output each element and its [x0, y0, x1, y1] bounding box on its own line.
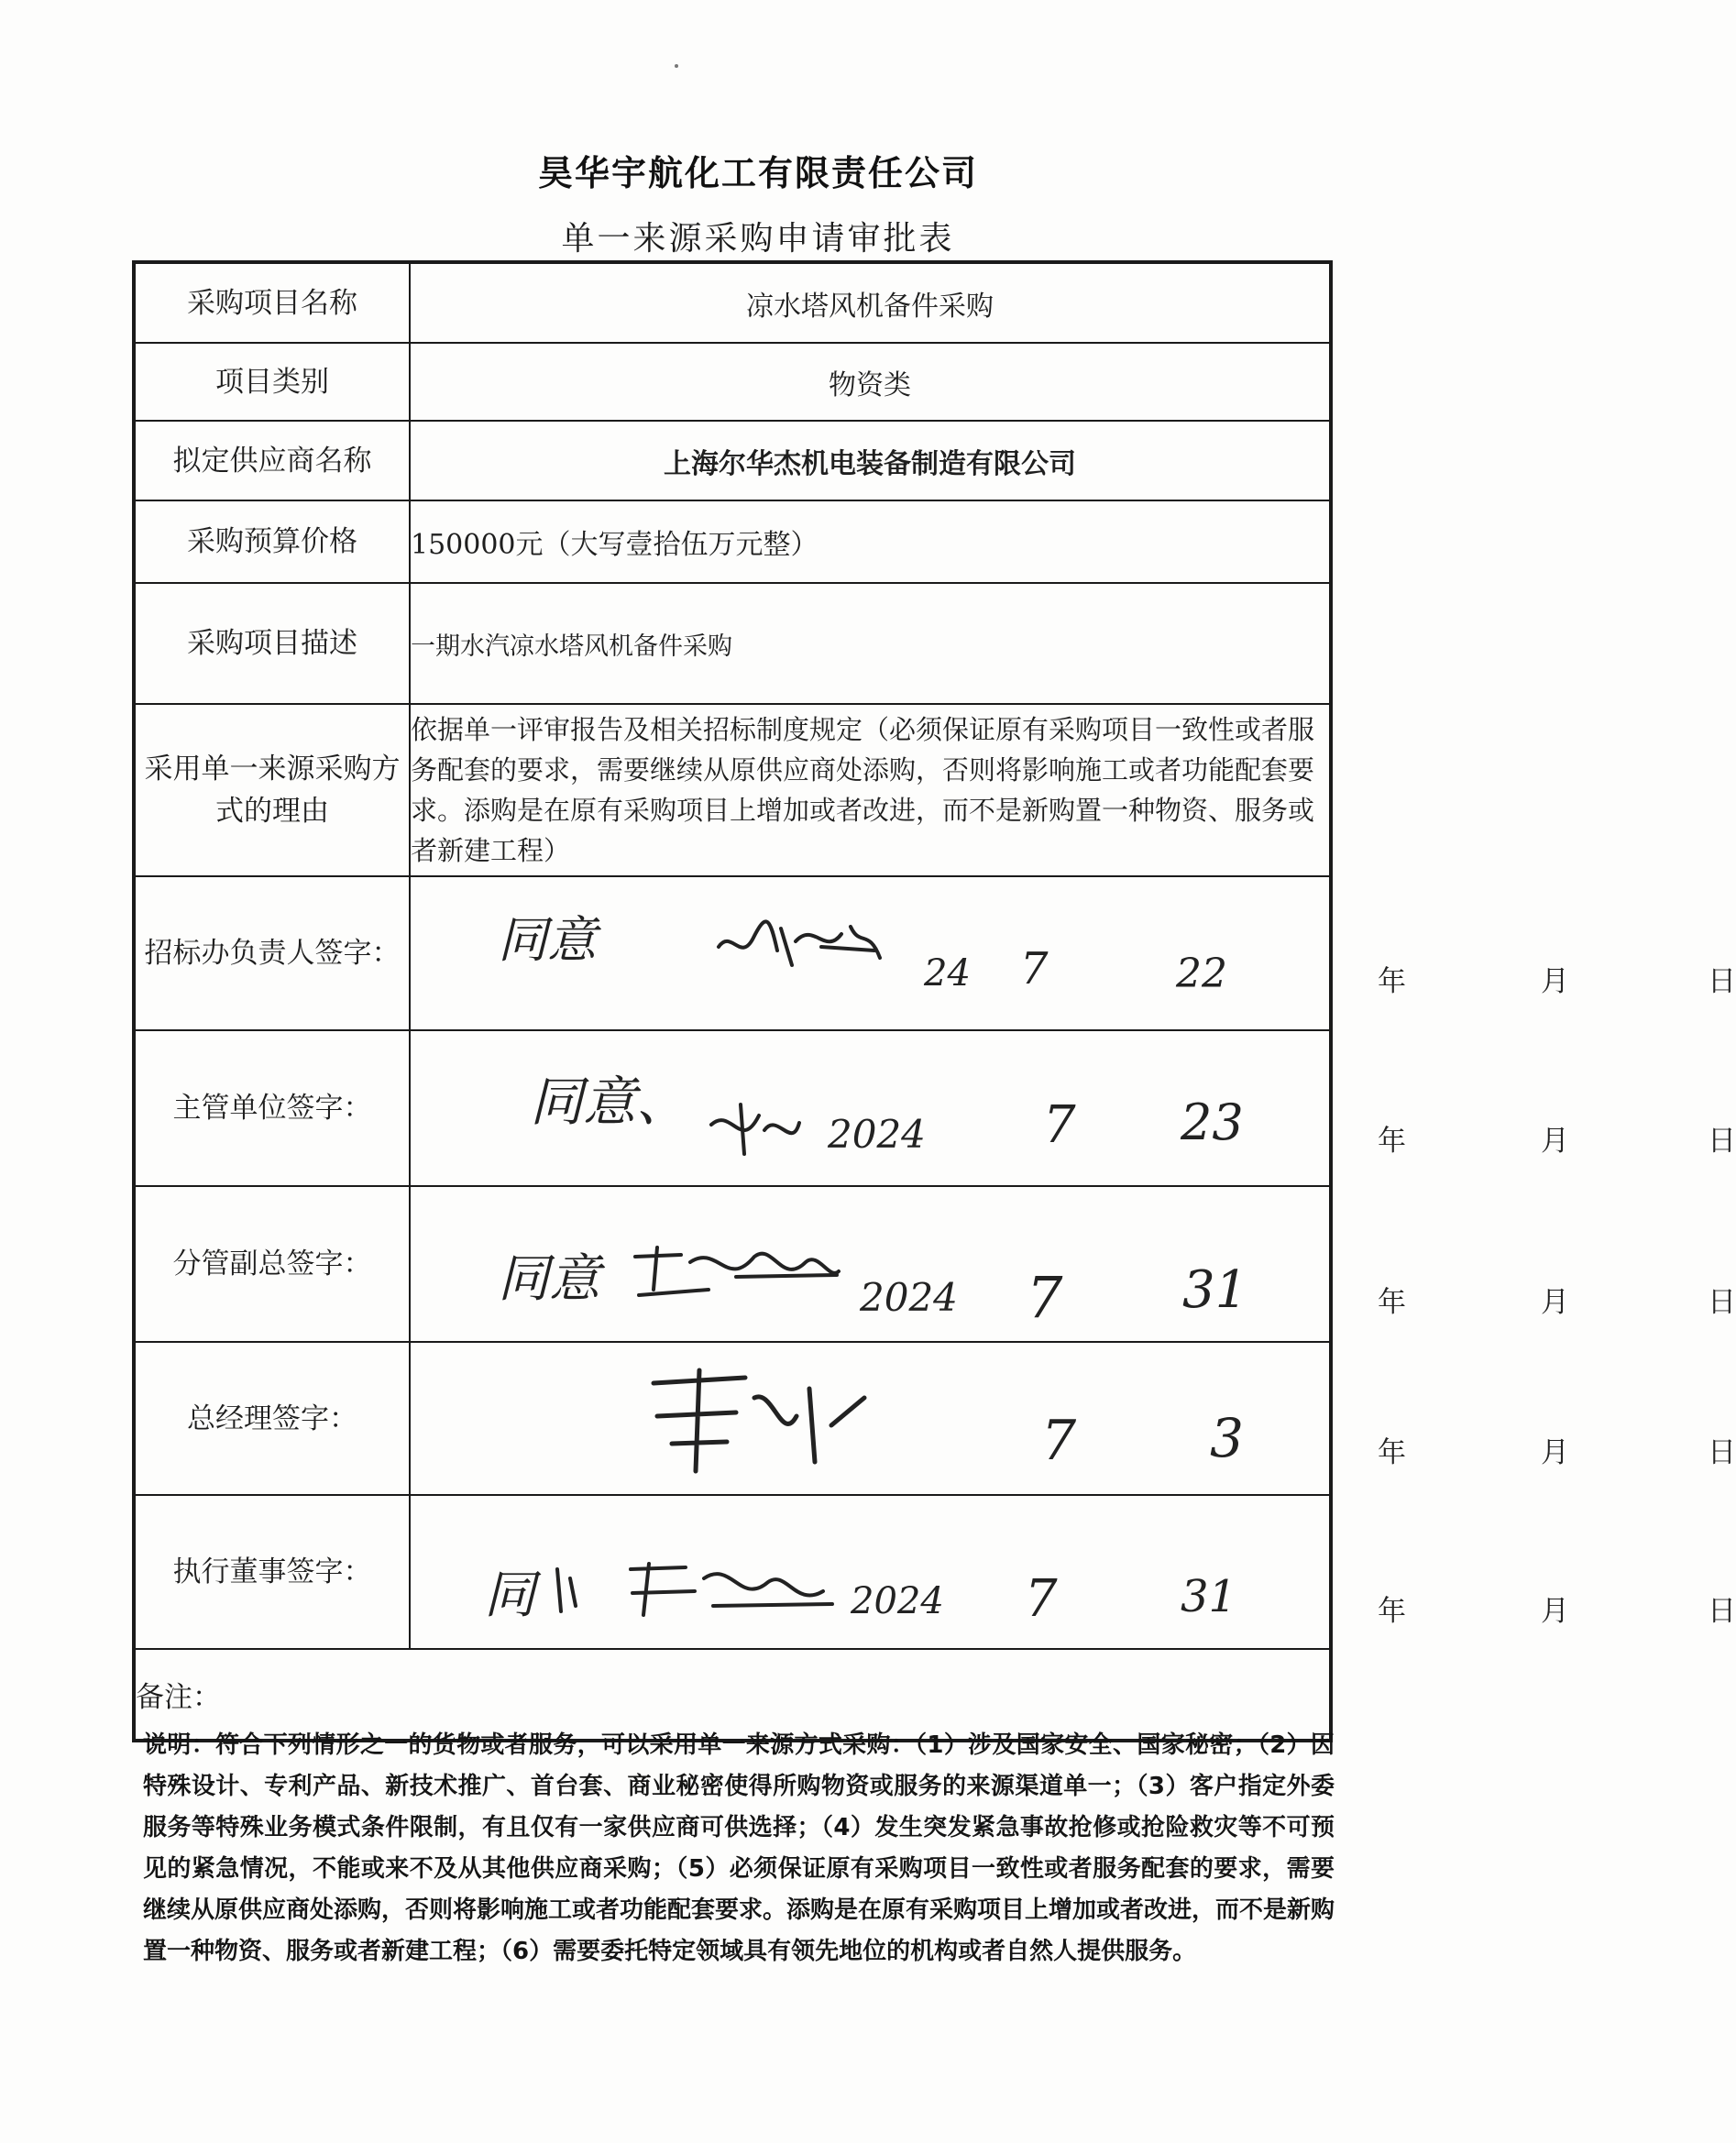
handwritten-year: 2024: [851, 1580, 944, 1622]
day-label: 日: [1708, 1286, 1736, 1319]
handwritten-opinion: 同意、: [530, 1071, 690, 1133]
signature-label: 总经理签字：: [134, 1342, 410, 1495]
row-category: [134, 343, 1331, 421]
handwritten-opinion: 同: [484, 1566, 535, 1625]
year-label: 年: [1378, 1125, 1406, 1158]
description-value: 一期水汽凉水塔风机备件采购: [410, 583, 1331, 704]
description-label: 采购项目描述: [134, 583, 410, 704]
signature-area: [410, 1030, 1736, 1186]
handwritten-day: 31: [1181, 1571, 1237, 1622]
reason-value: 依据单一评审报告及相关招标制度规定（必须保证原有采购项目一致性或者服务配套的要求，需要继续从原供应商处添购，否则将影响施工或者功能配套要求。添购是在原有采购项目上增加或者改进，而不是新购置一种物资、服务或者新建工程）: [410, 704, 1331, 876]
row-signature-gm: [134, 1342, 1331, 1495]
row-budget: [134, 500, 1331, 583]
handwritten-signature: [548, 1551, 851, 1634]
reason-label: 采用单一来源采购方式的理由: [134, 704, 410, 876]
budget-label: 采购预算价格: [134, 500, 410, 583]
row-reason: [134, 704, 1331, 876]
year-label: 年: [1378, 1436, 1406, 1469]
handwritten-year: 24: [924, 952, 971, 995]
handwritten-signature: [704, 1097, 805, 1171]
explanation-notes: 说明：符合下列情形之一的货物或者服务，可以采用单一来源方式采购：（1）涉及国家安全、国家秘密；（2）因特殊设计、专利产品、新技术推广、首台套、商业秘密使得所购物资或服务的来源渠道单一；（3）客户指定外委服务等特殊业务模式条件限制，有且仅有一家供应商可供选择；（4）发生突发紧急事故抢修或抢险救灾等不可预见的紧急情况，不能或来不及从其他供应商采购；（5）必须保证原有采购项目一致性或者服务配套的要求，需要继续从原供应商处添购，否则将影响施工或者功能配套要求。添购是在原有采购项目上增加或者改进，而不是新购置一种物资、服务或者新建工程；（6）需要委托特定领域具有领先地位的机构或者自然人提供服务。: [143, 1731, 1335, 1965]
handwritten-signature: [635, 1361, 873, 1490]
project-name-label: 采购项目名称: [134, 262, 410, 343]
row-signature-supervisor: [134, 1030, 1331, 1186]
remarks-label: 备注：: [136, 1681, 221, 1714]
day-label: 日: [1708, 1595, 1736, 1628]
project-name-value: 凉水塔风机备件采购: [410, 262, 1331, 343]
row-project-name: [134, 262, 1331, 343]
company-name: 昊华宇航化工有限责任公司: [537, 153, 978, 193]
handwritten-year: 2024: [860, 1275, 958, 1320]
signature-area: [410, 1495, 1736, 1649]
month-label: 月: [1541, 1595, 1569, 1628]
supplier-value: 上海尔华杰机电装备制造有限公司: [410, 421, 1331, 500]
month-label: 月: [1541, 1286, 1569, 1319]
row-description: [134, 583, 1331, 704]
signature-area: [410, 1342, 1736, 1495]
day-label: 日: [1708, 1125, 1736, 1158]
day-label: 日: [1708, 1436, 1736, 1469]
handwritten-year: 2024: [828, 1112, 926, 1157]
signature-label: 执行董事签字：: [134, 1495, 410, 1649]
year-label: 年: [1378, 1286, 1406, 1319]
scan-speck: [675, 64, 678, 68]
handwritten-signature: [713, 910, 887, 985]
handwritten-day: 3: [1210, 1407, 1244, 1469]
handwritten-day: 22: [1176, 951, 1227, 997]
day-label: 日: [1708, 965, 1736, 998]
handwritten-month: 7: [1027, 1264, 1063, 1331]
signature-area: [410, 1186, 1736, 1342]
budget-value: 150000元（大写壹拾伍万元整）: [410, 500, 1331, 583]
signature-area: [410, 876, 1736, 1030]
supplier-label: 拟定供应商名称: [134, 421, 410, 500]
row-signature-bidding-office: [134, 876, 1331, 1030]
month-label: 月: [1541, 1125, 1569, 1158]
year-label: 年: [1378, 1595, 1406, 1628]
month-label: 月: [1541, 1436, 1569, 1469]
signature-label: 主管单位签字：: [134, 1030, 410, 1186]
handwritten-month: 7: [1043, 1095, 1076, 1155]
row-supplier: [134, 421, 1331, 500]
handwritten-opinion: 同意: [498, 911, 597, 969]
handwritten-month: 7: [1020, 943, 1049, 995]
category-label: 项目类别: [134, 343, 410, 421]
year-label: 年: [1378, 965, 1406, 998]
category-value: 物资类: [410, 343, 1331, 421]
handwritten-day: 23: [1181, 1093, 1244, 1151]
handwritten-day: 31: [1182, 1260, 1248, 1320]
approval-table: [132, 260, 1736, 1742]
row-signature-deputy-gm: [134, 1186, 1331, 1342]
handwritten-month: 7: [1025, 1569, 1058, 1629]
handwritten-month: 7: [1041, 1409, 1077, 1473]
row-signature-executive-director: [134, 1495, 1331, 1649]
handwritten-signature: [626, 1235, 846, 1318]
handwritten-opinion: 同意: [498, 1249, 600, 1309]
signature-label: 招标办负责人签字：: [134, 876, 410, 1030]
month-label: 月: [1541, 965, 1569, 998]
form-title: 单一来源采购申请审批表: [561, 220, 955, 258]
signature-label: 分管副总签字：: [134, 1186, 410, 1342]
